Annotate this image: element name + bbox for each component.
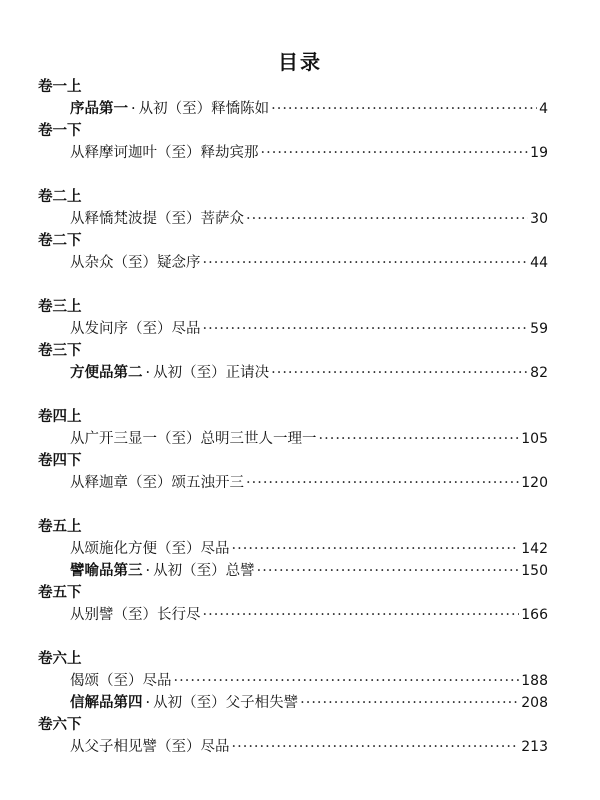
dot-leader [246, 208, 528, 230]
section-gap [38, 626, 548, 648]
chapter-separator: · [145, 563, 151, 579]
chapter-title: 方便品第二 [70, 364, 143, 381]
dot-leader [319, 428, 520, 450]
page-number: 82 [530, 365, 548, 381]
dot-leader [203, 318, 529, 340]
entry-text: 从初（至）释憍陈如 [138, 101, 270, 117]
dot-leader [174, 670, 520, 692]
toc-entry[interactable] [38, 98, 548, 120]
entry-text: 从释憍梵波提（至）菩萨众 [70, 211, 244, 227]
volume-heading: 卷二下 [38, 232, 82, 249]
page-number: 4 [539, 101, 548, 117]
page-number: 59 [530, 321, 548, 337]
toc-entry[interactable] [38, 472, 548, 494]
volume-heading: 卷六上 [38, 650, 82, 667]
toc-entry[interactable] [38, 142, 548, 164]
entry-text: 从初（至）总譬 [153, 563, 255, 579]
page-number: 142 [521, 541, 548, 557]
section-gap [38, 164, 548, 186]
toc-entry[interactable] [38, 736, 548, 758]
dot-leader [232, 538, 520, 560]
toc-entry[interactable] [38, 538, 548, 560]
page-number: 30 [530, 211, 548, 227]
volume-heading: 卷一下 [38, 122, 82, 139]
entry-text: 从发问序（至）尽品 [70, 321, 201, 337]
chapter-title: 信解品第四 [70, 694, 143, 711]
volume-heading: 卷三上 [38, 298, 82, 315]
volume-heading: 卷四下 [38, 452, 82, 469]
chapter-separator: · [145, 365, 151, 381]
dot-leader [246, 472, 519, 494]
section-gap [38, 494, 548, 516]
dot-leader [261, 142, 529, 164]
page-number: 213 [521, 739, 548, 755]
page-number: 208 [521, 695, 548, 711]
chapter-separator: · [145, 695, 151, 711]
dot-leader [203, 252, 529, 274]
volume-heading: 卷六下 [38, 716, 82, 733]
volume-heading: 卷四上 [38, 408, 82, 425]
entry-text: 从初（至）父子相失譬 [153, 695, 299, 711]
entry-text: 从释迦章（至）颂五浊开三 [70, 475, 244, 491]
entry-text: 从别譬（至）长行尽 [70, 607, 201, 623]
toc-entry[interactable] [38, 428, 548, 450]
chapter-separator: · [131, 101, 136, 117]
chapter-title: 序品第一 [70, 100, 128, 117]
entry-text: 从广开三显一（至）总明三世人一理一 [70, 431, 317, 447]
volume-heading: 卷一上 [38, 78, 82, 95]
volume-heading: 卷二上 [38, 188, 82, 205]
volume-heading: 卷五下 [38, 584, 82, 601]
entry-text: 从杂众（至）疑念序 [70, 255, 201, 271]
dot-leader [203, 604, 520, 626]
page-number: 150 [521, 563, 548, 579]
volume-heading: 卷三下 [38, 342, 82, 359]
volume-heading: 卷五上 [38, 518, 82, 535]
page-number: 120 [521, 475, 548, 491]
toc-entry[interactable] [38, 252, 548, 274]
page-title: 目录 [278, 50, 322, 74]
toc-entry[interactable] [38, 560, 548, 582]
toc-entry[interactable] [38, 670, 548, 692]
section-gap [38, 274, 548, 296]
page-number: 44 [530, 255, 548, 271]
page-number: 105 [521, 431, 548, 447]
toc-entry[interactable] [38, 362, 548, 384]
chapter-title: 譬喻品第三 [70, 562, 143, 579]
dot-leader [257, 560, 520, 582]
entry-text: 从颂施化方便（至）尽品 [70, 541, 230, 557]
dot-leader [300, 692, 519, 714]
page-number: 19 [530, 145, 548, 161]
toc-entry[interactable] [38, 604, 548, 626]
page-number: 166 [521, 607, 548, 623]
toc-entry[interactable] [38, 318, 548, 340]
toc-entry[interactable] [38, 208, 548, 230]
section-gap [38, 384, 548, 406]
entry-text: 偈颂（至）尽品 [70, 673, 172, 689]
toc-entry[interactable] [38, 692, 548, 714]
dot-leader [271, 98, 537, 120]
entry-text: 从父子相见譬（至）尽品 [70, 739, 230, 755]
dot-leader [232, 736, 520, 758]
page-number: 188 [521, 673, 548, 689]
entry-text: 从释摩诃迦叶（至）释劫宾那 [70, 145, 259, 161]
table-of-contents [38, 76, 548, 758]
dot-leader [271, 362, 528, 384]
entry-text: 从初（至）正请决 [153, 365, 270, 381]
